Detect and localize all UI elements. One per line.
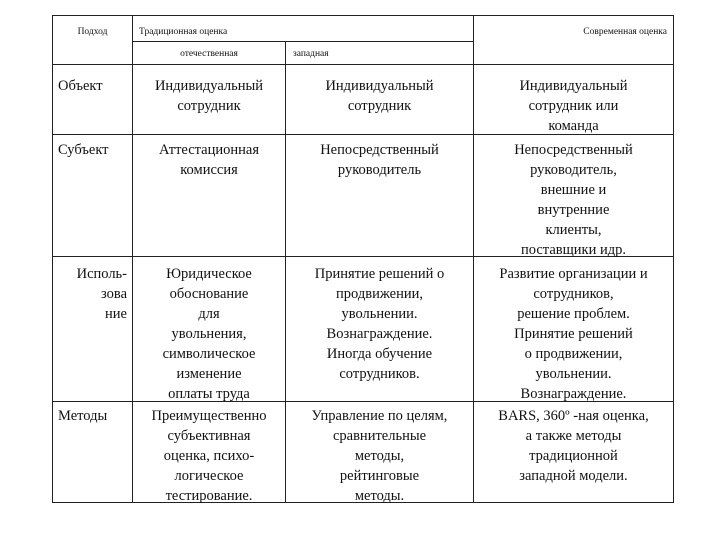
row-usage-label: Исполь- зова ние: [76, 266, 127, 322]
row-subject-label: Субъект: [58, 142, 109, 158]
comparison-table: [52, 15, 674, 503]
header-domestic: отечественная: [180, 49, 238, 59]
header-modern: Современная оценка: [583, 27, 667, 37]
row-divider-header: [53, 64, 673, 65]
row-object-domestic: Индивидуальный сотрудник: [154, 78, 264, 114]
row-methods-western: Управление по целям, сравнительные методы, рейтинговые методы.: [311, 408, 448, 504]
row-object-western: Индивидуальный сотрудник: [325, 78, 434, 114]
row-object-label: Объект: [58, 78, 103, 94]
row-usage-western: Принятие решений о продвижении, увольнении. Вознаграждение. Иногда обучение сотрудников.: [314, 266, 445, 382]
row-object-modern: Индивидуальный сотрудник или команда: [519, 78, 628, 134]
row-methods-modern: BARS, 360º -ная оценка, а также методы традиционной западной модели.: [498, 408, 649, 484]
row-usage-domestic: Юридическое обоснование для увольнения, символическое изменение оплаты труда: [162, 266, 256, 402]
row-subject-modern: Непосредственный руководитель, внешние и внутренние клиенты, поставщики идр.: [514, 142, 633, 258]
header-western: западная: [293, 49, 329, 59]
row-methods-domestic: Преимущественно субъективная оценка, психо- логическое тестирование.: [151, 408, 267, 504]
row-subject-domestic: Аттестационная комиссия: [159, 142, 259, 178]
header-approach: Подход: [77, 27, 108, 37]
row-subject-western: Непосредственный руководитель: [320, 142, 439, 178]
header-traditional: Традиционная оценка: [139, 27, 228, 37]
row-methods-label: Методы: [58, 408, 108, 424]
row-usage-modern: Развитие организации и сотрудников, решение проблем. Принятие решений о продвижении, увольнении. Вознаграждение.: [499, 266, 648, 402]
row-divider-header-sub: [132, 41, 473, 42]
